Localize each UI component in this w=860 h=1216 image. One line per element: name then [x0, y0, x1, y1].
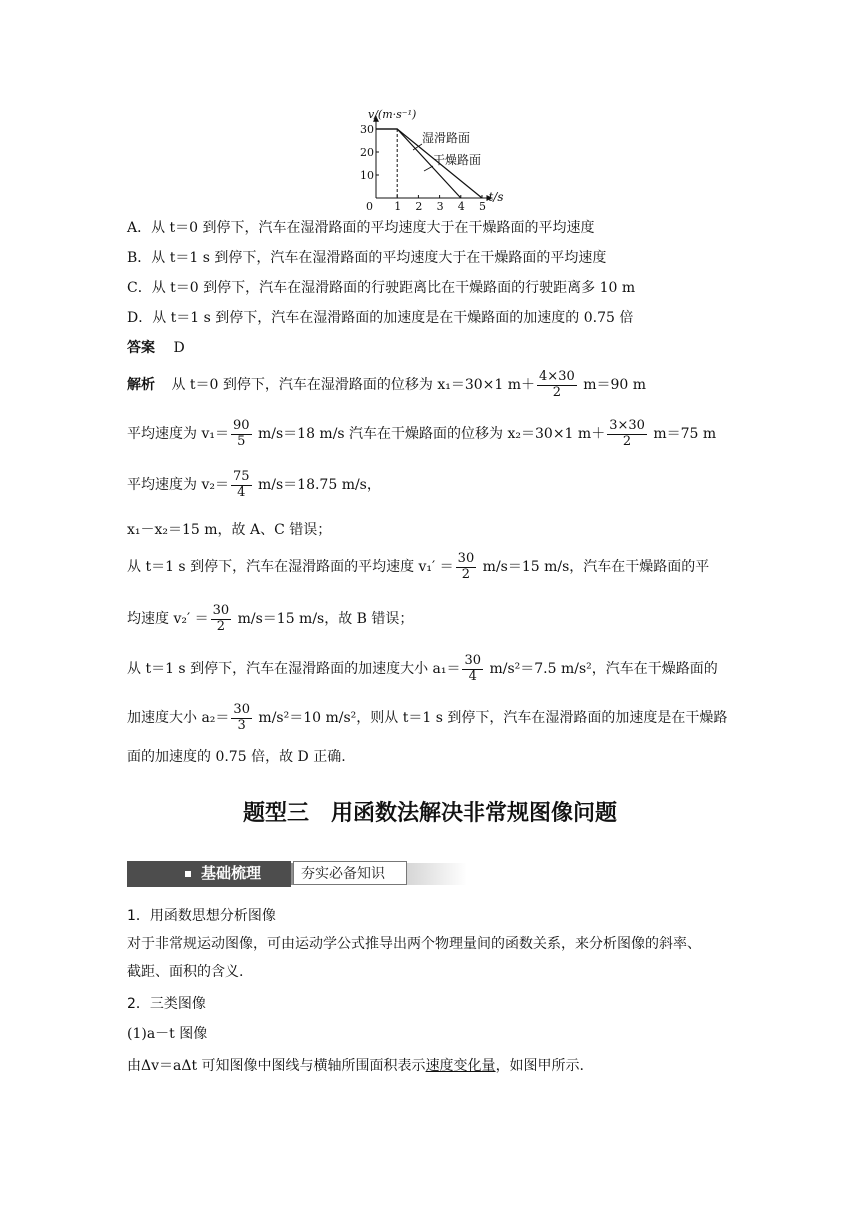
analysis-text: m/s＝18 m/s 汽车在干燥路面的位移为 x₂＝30×1 m＋ [257, 426, 606, 442]
answer-value: D [173, 340, 185, 356]
analysis-line-2 [127, 415, 716, 453]
analysis-text: m＝75 m [653, 426, 717, 442]
y-tick-label: 30 [360, 123, 374, 136]
analysis-text: m＝90 m [583, 377, 647, 393]
fraction: $\frac{75}{4}$ [232, 468, 250, 500]
fraction: $\frac{90}{5}$ [232, 417, 250, 449]
analysis-text: 均速度 v₂′ ＝ [127, 611, 209, 627]
analysis-line-5 [127, 548, 709, 586]
analysis-text: m/s²＝10 m/s²，则从 t＝1 s 到停下，汽车在湿滑路面的加速度是在干燥路 [258, 710, 728, 726]
analysis-text: m/s＝15 m/s，汽车在干燥路面的平 [482, 559, 710, 575]
paragraph-1a: 对于非常规运动图像，可由运动学公式推导出两个物理量间的函数关系，来分析图像的斜率、 [127, 936, 701, 952]
analysis-text: 平均速度为 v₁＝ [127, 426, 229, 442]
banner-left-label: 基础梳理 [201, 864, 262, 882]
y-tick-label: 20 [360, 146, 374, 159]
heading-2: 2．三类图像 [127, 996, 206, 1012]
heading-3: (1)a－t 图像 [127, 1026, 208, 1042]
answer-line [127, 338, 185, 358]
analysis-line-4: x₁－x₂＝15 m，故 A、C 错误； [127, 522, 332, 538]
section-title: 题型三 用函数法解决非常规图像问题 [242, 801, 617, 826]
series-label-leader [424, 166, 433, 171]
fraction: $\frac{3\times 30}{2}$ [609, 417, 645, 449]
option-a: A．从 t＝0 到停下，汽车在湿滑路面的平均速度大于在干燥路面的平均速度 [127, 220, 595, 236]
velocity-time-graph [340, 96, 510, 214]
analysis-line-8 [127, 699, 727, 737]
analysis-text: m/s²＝7.5 m/s²，汽车在干燥路面的 [489, 661, 718, 677]
fraction: $\frac{4\times 30}{2}$ [539, 368, 575, 400]
analysis-text: 从 t＝0 到停下，汽车在湿滑路面的位移为 x₁＝30×1 m＋ [171, 377, 536, 393]
x-tick-label: 2 [415, 200, 423, 213]
analysis-line-1 [127, 366, 646, 404]
fraction: $\frac{30}{2}$ [212, 602, 230, 634]
analysis-line-7 [127, 650, 718, 688]
analysis-text: m/s＝15 m/s，故 B 错误； [237, 611, 414, 627]
x-tick-label: 0 [366, 200, 373, 213]
fraction: $\frac{30}{4}$ [464, 652, 482, 684]
analysis-text: 从 t＝1 s 到停下，汽车在湿滑路面的加速度大小 a₁＝ [127, 661, 461, 677]
analysis-text: 加速度大小 a₂＝ [127, 710, 230, 726]
series-label-1: 湿滑路面 [422, 131, 471, 145]
analysis-label: 解析 [127, 377, 155, 393]
analysis-line-6 [127, 600, 413, 638]
answer-label: 答案 [127, 340, 155, 356]
paragraph-text: 由Δv＝aΔt 可知图像中图线与横轴所围面积表示 [127, 1058, 426, 1074]
option-d: D．从 t＝1 s 到停下，汽车在湿滑路面的加速度是在干燥路面的加速度的 0.75 倍 [127, 310, 634, 326]
x-tick-label: 1 [394, 200, 402, 213]
x-tick-label: 5 [479, 200, 486, 213]
paragraph-2 [127, 1056, 584, 1076]
analysis-text: 从 t＝1 s 到停下，汽车在湿滑路面的平均速度 v₁′ ＝ [127, 559, 454, 575]
section-banner [127, 857, 467, 887]
analysis-line-3 [127, 466, 381, 504]
paragraph-text: ，如图甲所示. [495, 1058, 585, 1074]
x-axis-label: t/s [488, 190, 504, 204]
y-axis-label: v/(m·s⁻¹) [368, 107, 417, 121]
analysis-text: 平均速度为 v₂＝ [127, 477, 229, 493]
series-label-2: 干燥路面 [433, 153, 482, 167]
banner-square-icon [185, 871, 191, 877]
banner-right-label: 夯实必备知识 [301, 866, 385, 882]
heading-1: 1．用函数思想分析图像 [127, 908, 276, 924]
x-tick-label: 4 [457, 200, 465, 213]
x-tick-label: 3 [436, 200, 444, 213]
analysis-line-9: 面的加速度的 0.75 倍，故 D 正确. [127, 749, 346, 765]
analysis-text: m/s＝18.75 m/s， [257, 477, 381, 493]
fraction: $\frac{30}{3}$ [233, 701, 250, 733]
y-tick-label: 10 [360, 169, 374, 182]
fraction: $\frac{30}{2}$ [457, 550, 475, 582]
option-c: C．从 t＝0 到停下，汽车在湿滑路面的行驶距离比在干燥路面的行驶距离多 10 m [127, 280, 636, 296]
option-b: B．从 t＝1 s 到停下，汽车在湿滑路面的平均速度大于在干燥路面的平均速度 [127, 250, 607, 266]
paragraph-1b: 截距、面积的含义. [127, 964, 244, 980]
underlined-term: 速度变化量 [425, 1058, 496, 1074]
